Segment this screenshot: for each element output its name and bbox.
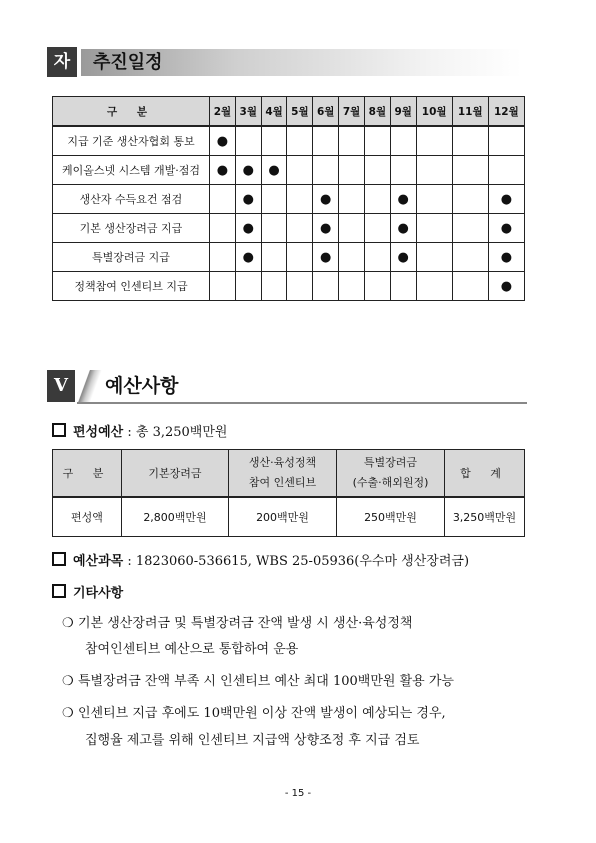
schedule-cell bbox=[261, 214, 287, 243]
schedule-cell bbox=[488, 185, 524, 214]
schedule-cell bbox=[416, 272, 452, 301]
budget-cell: 3,250백만원 bbox=[445, 497, 525, 537]
note-item bbox=[62, 615, 412, 633]
schedule-cell bbox=[235, 185, 261, 214]
schedule-cell bbox=[390, 214, 416, 243]
budget-account-line bbox=[52, 552, 469, 571]
budget-header-incentive: 생산·육성정책 참여 인센티브 bbox=[229, 450, 337, 498]
section-title: 추진일정 bbox=[93, 52, 163, 73]
schedule-row-label: 케이올스넷 시스템 개발·점검 bbox=[53, 156, 210, 185]
schedule-row-label: 생산자 수득요건 점검 bbox=[53, 185, 210, 214]
checkbox-square-icon bbox=[52, 584, 66, 598]
schedule-cell bbox=[364, 156, 390, 185]
checkbox-square-icon bbox=[52, 552, 66, 566]
schedule-cell bbox=[416, 185, 452, 214]
budget-cell: 200백만원 bbox=[229, 497, 337, 537]
header-month: 3월 bbox=[235, 97, 261, 127]
budget-cell: 편성액 bbox=[53, 497, 122, 537]
budget-cell: 2,800백만원 bbox=[122, 497, 229, 537]
schedule-row bbox=[53, 243, 525, 272]
schedule-cell bbox=[313, 272, 339, 301]
schedule-mark-dot-icon: ● bbox=[242, 162, 254, 178]
other-notes-heading bbox=[52, 584, 123, 603]
schedule-cell bbox=[390, 185, 416, 214]
schedule-mark-dot-icon: ● bbox=[320, 220, 332, 236]
schedule-row bbox=[53, 126, 525, 156]
hollow-circle-bullet-icon: ❍ bbox=[62, 616, 74, 631]
schedule-cell bbox=[210, 272, 236, 301]
budget-header-basic: 기본장려금 bbox=[122, 450, 229, 498]
note-text: 기본 생산장려금 및 특별장려금 잔액 발생 시 생산·육성정책 bbox=[78, 616, 413, 631]
header-category: 구 분 bbox=[53, 97, 210, 127]
hollow-circle-bullet-icon: ❍ bbox=[62, 674, 74, 689]
schedule-cell bbox=[416, 214, 452, 243]
schedule-cell bbox=[287, 243, 313, 272]
schedule-cell bbox=[416, 126, 452, 156]
schedule-row bbox=[53, 214, 525, 243]
schedule-cell bbox=[313, 214, 339, 243]
note-continuation: 참여인센티브 예산으로 통합하여 운용 bbox=[85, 642, 299, 657]
schedule-cell bbox=[210, 185, 236, 214]
schedule-row bbox=[53, 156, 525, 185]
budget-row bbox=[53, 497, 525, 537]
schedule-cell bbox=[210, 243, 236, 272]
header-month: 7월 bbox=[339, 97, 365, 127]
schedule-mark-dot-icon: ● bbox=[500, 220, 513, 236]
header-month: 4월 bbox=[261, 97, 287, 127]
schedule-cell bbox=[261, 156, 287, 185]
schedule-row-label: 특별장려금 지급 bbox=[53, 243, 210, 272]
heading-rule bbox=[77, 402, 527, 404]
schedule-row bbox=[53, 272, 525, 301]
schedule-cell bbox=[390, 243, 416, 272]
note-item bbox=[62, 705, 446, 723]
schedule-mark-dot-icon: ● bbox=[397, 220, 409, 236]
schedule-cell bbox=[261, 272, 287, 301]
section-title: 예산사항 bbox=[105, 375, 179, 397]
schedule-section-heading bbox=[47, 47, 522, 77]
checkbox-square-icon bbox=[52, 423, 66, 437]
header-month: 6월 bbox=[313, 97, 339, 127]
note-text: 인센티브 지급 후에도 10백만원 이상 잔액 발생이 예상되는 경우, bbox=[78, 706, 446, 721]
schedule-cell bbox=[313, 185, 339, 214]
schedule-mark-dot-icon: ● bbox=[397, 249, 409, 265]
schedule-cell bbox=[313, 126, 339, 156]
budget-header-category: 구 분 bbox=[53, 450, 122, 498]
schedule-mark-dot-icon: ● bbox=[320, 249, 332, 265]
other-notes-title: 기타사항 bbox=[73, 586, 124, 601]
schedule-cell bbox=[390, 272, 416, 301]
schedule-cell bbox=[364, 126, 390, 156]
schedule-mark-dot-icon: ● bbox=[242, 249, 254, 265]
schedule-mark-dot-icon: ● bbox=[242, 191, 254, 207]
schedule-cell bbox=[339, 272, 365, 301]
header-month: 11월 bbox=[452, 97, 488, 127]
schedule-mark-dot-icon: ● bbox=[320, 191, 332, 207]
schedule-header-row bbox=[53, 97, 525, 127]
schedule-cell bbox=[287, 126, 313, 156]
schedule-cell bbox=[339, 243, 365, 272]
schedule-mark-dot-icon: ● bbox=[500, 191, 513, 207]
budget-table bbox=[52, 449, 525, 537]
budget-header-total: 합 계 bbox=[445, 450, 525, 498]
hollow-circle-bullet-icon: ❍ bbox=[62, 706, 74, 721]
schedule-cell bbox=[313, 243, 339, 272]
schedule-cell bbox=[390, 126, 416, 156]
schedule-cell bbox=[235, 126, 261, 156]
schedule-cell bbox=[235, 243, 261, 272]
schedule-cell bbox=[287, 214, 313, 243]
schedule-cell bbox=[235, 156, 261, 185]
schedule-cell bbox=[261, 185, 287, 214]
budget-account-label: 예산과목 bbox=[73, 554, 124, 569]
schedule-cell bbox=[364, 185, 390, 214]
schedule-cell bbox=[339, 156, 365, 185]
schedule-cell bbox=[452, 156, 488, 185]
header-month: 5월 bbox=[287, 97, 313, 127]
schedule-cell bbox=[313, 156, 339, 185]
header-month: 9월 bbox=[390, 97, 416, 127]
schedule-cell bbox=[339, 126, 365, 156]
schedule-row-label: 기본 생산장려금 지급 bbox=[53, 214, 210, 243]
header-month: 2월 bbox=[210, 97, 236, 127]
schedule-cell bbox=[210, 214, 236, 243]
section-badge: 자 bbox=[47, 47, 77, 77]
header-month: 10월 bbox=[416, 97, 452, 127]
schedule-mark-dot-icon: ● bbox=[397, 191, 409, 207]
schedule-cell bbox=[210, 156, 236, 185]
schedule-mark-dot-icon: ● bbox=[242, 220, 254, 236]
page-number: - 15 - bbox=[284, 788, 312, 799]
budget-total-label: 편성예산 bbox=[73, 425, 124, 440]
schedule-cell bbox=[452, 214, 488, 243]
schedule-cell bbox=[364, 243, 390, 272]
schedule-cell bbox=[261, 243, 287, 272]
schedule-cell bbox=[452, 185, 488, 214]
schedule-cell bbox=[390, 156, 416, 185]
section-badge: V bbox=[47, 370, 75, 402]
schedule-cell bbox=[261, 126, 287, 156]
schedule-cell bbox=[287, 185, 313, 214]
budget-header-row bbox=[53, 450, 525, 498]
schedule-row-label: 지급 기준 생산자협회 통보 bbox=[53, 126, 210, 156]
schedule-cell bbox=[287, 272, 313, 301]
schedule-cell bbox=[452, 126, 488, 156]
schedule-cell bbox=[287, 156, 313, 185]
heading-slash-decoration bbox=[77, 370, 107, 402]
schedule-cell bbox=[452, 272, 488, 301]
schedule-cell bbox=[364, 214, 390, 243]
schedule-cell bbox=[416, 243, 452, 272]
schedule-row-label: 정책참여 인센티브 지급 bbox=[53, 272, 210, 301]
schedule-mark-dot-icon: ● bbox=[216, 133, 229, 149]
schedule-row bbox=[53, 185, 525, 214]
budget-account-value: : 1823060-536615, WBS 25-05936(우수마 생산장려금) bbox=[123, 554, 470, 569]
schedule-mark-dot-icon: ● bbox=[500, 278, 513, 294]
budget-total-value: : 총 3,250백만원 bbox=[123, 425, 228, 440]
schedule-cell bbox=[488, 214, 524, 243]
schedule-cell bbox=[416, 156, 452, 185]
note-item bbox=[62, 673, 454, 691]
schedule-cell bbox=[235, 214, 261, 243]
schedule-mark-dot-icon: ● bbox=[268, 162, 280, 178]
budget-total-line bbox=[52, 423, 227, 442]
schedule-cell bbox=[339, 185, 365, 214]
header-month: 12월 bbox=[488, 97, 524, 127]
schedule-cell bbox=[488, 243, 524, 272]
schedule-cell bbox=[488, 156, 524, 185]
budget-cell: 250백만원 bbox=[337, 497, 445, 537]
note-continuation: 집행율 제고를 위해 인센티브 지급액 상향조정 후 지급 검토 bbox=[85, 733, 420, 748]
schedule-mark-dot-icon: ● bbox=[216, 162, 229, 178]
note-text: 특별장려금 잔액 부족 시 인센티브 예산 최대 100백만원 활용 가능 bbox=[78, 674, 454, 689]
schedule-cell bbox=[452, 243, 488, 272]
schedule-cell bbox=[488, 126, 524, 156]
budget-header-special: 특별장려금 (수출·해외원정) bbox=[337, 450, 445, 498]
schedule-cell bbox=[235, 272, 261, 301]
header-month: 8월 bbox=[364, 97, 390, 127]
schedule-mark-dot-icon: ● bbox=[500, 249, 513, 265]
budget-section-heading bbox=[47, 368, 527, 404]
schedule-cell bbox=[339, 214, 365, 243]
schedule-table bbox=[52, 96, 525, 301]
schedule-cell bbox=[364, 272, 390, 301]
schedule-cell bbox=[488, 272, 524, 301]
schedule-cell bbox=[210, 126, 236, 156]
